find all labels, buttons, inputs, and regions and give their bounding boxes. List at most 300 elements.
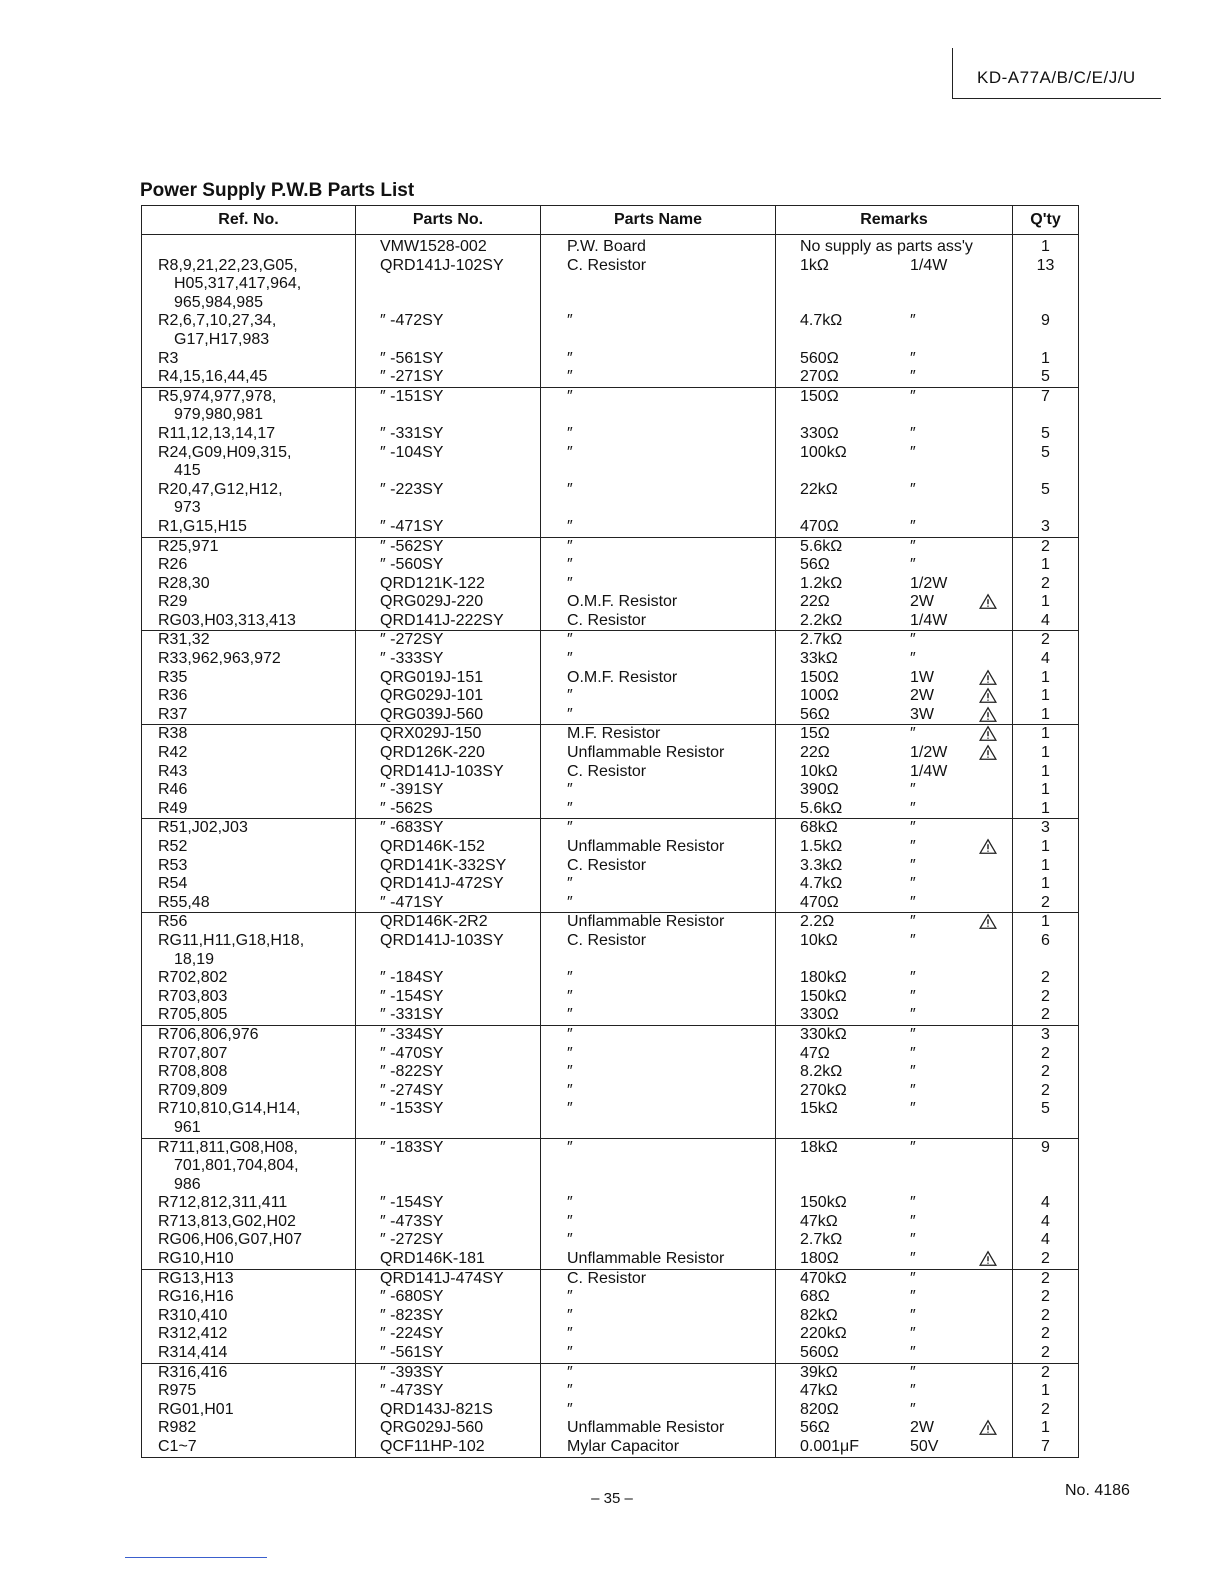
table-row — [142, 444, 1079, 481]
parts-no: ″ -333SY — [380, 650, 444, 668]
qty-value: 1 — [1041, 875, 1050, 893]
ref-no-cell — [142, 556, 356, 575]
ref-no-line: 973 — [174, 499, 201, 517]
qty-value: 2 — [1041, 1081, 1050, 1099]
qty-value: 1 — [1041, 762, 1050, 780]
parts-no-cell — [356, 1401, 541, 1420]
ref-no-line: RG03,H03,313,413 — [158, 611, 296, 629]
remark-value: 1.2kΩ — [800, 574, 843, 592]
parts-no: ″ -562SY — [380, 537, 444, 555]
qty-value: 2 — [1041, 631, 1050, 649]
remarks-cell — [776, 425, 1013, 444]
parts-no-cell — [356, 1100, 541, 1138]
parts-name: ″ — [567, 443, 573, 461]
table-row — [142, 1213, 1079, 1232]
qty-value: 1 — [1041, 781, 1050, 799]
parts-name-cell — [541, 894, 776, 913]
ref-no-line: R713,813,G02,H02 — [158, 1212, 296, 1230]
table-row — [142, 235, 1079, 257]
parts-name-cell — [541, 781, 776, 800]
col-header-parts-no: Parts No. — [356, 206, 541, 235]
parts-no-cell — [356, 838, 541, 857]
parts-name: ″ — [567, 969, 573, 987]
parts-no-cell — [356, 235, 541, 257]
ref-no-cell — [142, 1363, 356, 1382]
parts-no-cell — [356, 725, 541, 744]
qty-value: 1 — [1041, 593, 1050, 611]
remarks-cell — [776, 593, 1013, 612]
remarks-cell — [776, 706, 1013, 725]
ref-no-line: R35 — [158, 668, 188, 686]
ref-no-cell — [142, 1269, 356, 1288]
remark-rating: ″ — [910, 1063, 916, 1081]
qty-value: 2 — [1041, 1269, 1050, 1287]
table-row — [142, 932, 1079, 969]
remark-value: 470Ω — [800, 517, 839, 535]
parts-no-cell — [356, 669, 541, 688]
remark-value: 56Ω — [800, 705, 830, 723]
qty-value: 1 — [1041, 725, 1050, 743]
parts-no: ″ -470SY — [380, 1044, 444, 1062]
parts-no: ″ -331SY — [380, 1006, 444, 1024]
ref-no-cell — [142, 857, 356, 876]
remark-rating: 2W — [910, 593, 934, 611]
remark-rating: ″ — [910, 1306, 916, 1324]
ref-no-line: R38 — [158, 725, 188, 743]
qty-cell — [1013, 387, 1079, 425]
col-header-remarks: Remarks — [776, 206, 1013, 235]
qty-value: 5 — [1041, 443, 1050, 461]
qty-cell — [1013, 1194, 1079, 1213]
remark-rating: ″ — [910, 1400, 916, 1418]
remark-value: 56Ω — [800, 556, 830, 574]
qty-value: 1 — [1041, 1382, 1050, 1400]
qty-value: 1 — [1041, 856, 1050, 874]
remark-value: 33kΩ — [800, 650, 838, 668]
parts-no-cell — [356, 257, 541, 313]
parts-name: ″ — [567, 1212, 573, 1230]
remarks-cell — [776, 257, 1013, 313]
parts-no-cell — [356, 1269, 541, 1288]
ref-no-line: R710,810,G14,H14, — [158, 1100, 301, 1118]
ref-no-line: R33,962,963,972 — [158, 650, 281, 668]
ref-no-line: 979,980,981 — [174, 406, 263, 424]
qty-cell — [1013, 800, 1079, 819]
table-row — [142, 781, 1079, 800]
ref-no-cell — [142, 706, 356, 725]
parts-name-cell — [541, 875, 776, 894]
parts-name-cell — [541, 1419, 776, 1438]
parts-no: ″ -471SY — [380, 517, 444, 535]
table-row — [142, 875, 1079, 894]
qty-value: 1 — [1041, 349, 1050, 367]
parts-no-cell — [356, 988, 541, 1007]
ref-no-cell — [142, 575, 356, 594]
qty-cell — [1013, 857, 1079, 876]
safety-warning-icon — [979, 593, 997, 610]
parts-no: ″ -272SY — [380, 631, 444, 649]
parts-no-cell — [356, 1025, 541, 1044]
parts-name: ″ — [567, 1063, 573, 1081]
remark-rating: ″ — [910, 312, 916, 330]
parts-no: ″ -331SY — [380, 424, 444, 442]
parts-name-cell — [541, 1213, 776, 1232]
ref-no-line: R26 — [158, 556, 188, 574]
qty-value: 1 — [1041, 1419, 1050, 1437]
safety-warning-icon — [979, 725, 997, 742]
parts-name: ″ — [567, 517, 573, 535]
ref-no-line: R982 — [158, 1419, 197, 1437]
remark-value: 2.2kΩ — [800, 611, 843, 629]
remark-rating: 1/4W — [910, 256, 948, 274]
remark-value: 330kΩ — [800, 1025, 847, 1043]
remark-rating: ″ — [910, 1250, 916, 1268]
ref-no-cell — [142, 781, 356, 800]
parts-no: QRD141J-474SY — [380, 1269, 504, 1287]
parts-name: ″ — [567, 368, 573, 386]
parts-no: QRG039J-560 — [380, 705, 484, 723]
table-row — [142, 387, 1079, 425]
ref-no-line: R5,974,977,978, — [158, 387, 277, 405]
parts-no-cell — [356, 1045, 541, 1064]
parts-name-cell — [541, 257, 776, 313]
ref-no-line: 701,801,704,804, — [174, 1157, 299, 1175]
remark-value: 100kΩ — [800, 443, 847, 461]
remark-value: 82kΩ — [800, 1306, 838, 1324]
qty-value: 4 — [1041, 1194, 1050, 1212]
parts-no: QRG019J-151 — [380, 668, 484, 686]
table-row — [142, 1250, 1079, 1269]
remark-rating: ″ — [910, 631, 916, 649]
ref-no-line: G17,H17,983 — [174, 330, 270, 348]
qty-cell — [1013, 932, 1079, 969]
parts-name: ″ — [567, 424, 573, 442]
parts-no: ″ -391SY — [380, 781, 444, 799]
remark-value: 150kΩ — [800, 987, 847, 1005]
table-row — [142, 988, 1079, 1007]
table-row — [142, 744, 1079, 763]
remark-value: 4.7kΩ — [800, 875, 843, 893]
qty-value: 2 — [1041, 1363, 1050, 1381]
parts-no-cell — [356, 875, 541, 894]
qty-value: 13 — [1036, 256, 1055, 274]
parts-name: ″ — [567, 1363, 573, 1381]
parts-name-cell — [541, 1344, 776, 1363]
remark-value: 270Ω — [800, 368, 839, 386]
parts-no: ″ -473SY — [380, 1212, 444, 1230]
ref-no-line: R31,32 — [158, 631, 210, 649]
table-row — [142, 1363, 1079, 1382]
remark-rating: ″ — [910, 1081, 916, 1099]
qty-value: 4 — [1041, 1212, 1050, 1230]
remarks-cell — [776, 819, 1013, 838]
ref-no-line: R37 — [158, 705, 188, 723]
qty-value: 2 — [1041, 987, 1050, 1005]
remarks-cell — [776, 368, 1013, 387]
qty-value: 1 — [1041, 687, 1050, 705]
remark-rating: ″ — [910, 875, 916, 893]
parts-no-cell — [356, 350, 541, 369]
parts-no: ″ -680SY — [380, 1288, 444, 1306]
parts-name: ″ — [567, 1344, 573, 1362]
parts-no: QRD141J-103SY — [380, 762, 504, 780]
parts-no: ″ -154SY — [380, 1194, 444, 1212]
ref-no-cell — [142, 1344, 356, 1363]
parts-no: QRG029J-220 — [380, 593, 484, 611]
remarks-cell — [776, 857, 1013, 876]
ref-no-cell — [142, 1438, 356, 1457]
remarks-cell — [776, 518, 1013, 537]
parts-name: ″ — [567, 312, 573, 330]
ref-no-cell — [142, 744, 356, 763]
remark-value: 47kΩ — [800, 1212, 838, 1230]
qty-value: 1 — [1041, 799, 1050, 817]
parts-no: ″ -822SY — [380, 1063, 444, 1081]
ref-no-cell — [142, 669, 356, 688]
parts-name-cell — [541, 1231, 776, 1250]
parts-name-cell — [541, 1194, 776, 1213]
remarks-cell — [776, 481, 1013, 518]
ref-no-line: R3 — [158, 349, 179, 367]
qty-cell — [1013, 763, 1079, 782]
parts-name-cell — [541, 350, 776, 369]
remark-value: 560Ω — [800, 349, 839, 367]
remark-rating: ″ — [910, 856, 916, 874]
ref-no-cell — [142, 988, 356, 1007]
parts-no: QRD126K-220 — [380, 744, 485, 762]
ref-no-line: RG16,H16 — [158, 1288, 234, 1306]
parts-name: ″ — [567, 1194, 573, 1212]
qty-value: 5 — [1041, 368, 1050, 386]
parts-name-cell — [541, 988, 776, 1007]
parts-name: ″ — [567, 1025, 573, 1043]
parts-name: Unflammable Resistor — [567, 1419, 725, 1437]
ref-no-line: R8,9,21,22,23,G05, — [158, 256, 298, 274]
remarks-cell — [776, 1045, 1013, 1064]
remark-rating: 1/2W — [910, 744, 948, 762]
table-row — [142, 913, 1079, 932]
parts-no-cell — [356, 1438, 541, 1457]
parts-no-cell — [356, 631, 541, 650]
parts-name-cell — [541, 518, 776, 537]
remarks-cell — [776, 932, 1013, 969]
remark-rating: ″ — [910, 1006, 916, 1024]
remark-value: 150Ω — [800, 668, 839, 686]
qty-value: 2 — [1041, 1006, 1050, 1024]
table-row — [142, 763, 1079, 782]
remark-value: 18kΩ — [800, 1138, 838, 1156]
ref-no-cell — [142, 1213, 356, 1232]
ref-no-line: R314,414 — [158, 1344, 228, 1362]
parts-name: ″ — [567, 799, 573, 817]
qty-cell — [1013, 1063, 1079, 1082]
table-row — [142, 368, 1079, 387]
ref-no-cell — [142, 235, 356, 257]
parts-no-cell — [356, 819, 541, 838]
table-row — [142, 1100, 1079, 1138]
ref-no-cell — [142, 537, 356, 556]
parts-no-cell — [356, 612, 541, 631]
remark-rating: 2W — [910, 1419, 934, 1437]
qty-cell — [1013, 537, 1079, 556]
qty-cell — [1013, 894, 1079, 913]
table-row — [142, 706, 1079, 725]
remarks-cell — [776, 1231, 1013, 1250]
remark-rating: ″ — [910, 913, 916, 931]
parts-name-cell — [541, 650, 776, 669]
remarks-cell — [776, 913, 1013, 932]
parts-name: Unflammable Resistor — [567, 1250, 725, 1268]
remark-rating: ″ — [910, 819, 916, 837]
parts-name-cell — [541, 1288, 776, 1307]
table-row — [142, 800, 1079, 819]
ref-no-cell — [142, 838, 356, 857]
ref-no-line: RG13,H13 — [158, 1269, 234, 1287]
ref-no-line: RG10,H10 — [158, 1250, 234, 1268]
remarks-cell — [776, 1438, 1013, 1457]
parts-no: ″ -561SY — [380, 1344, 444, 1362]
table-row — [142, 575, 1079, 594]
remarks-cell — [776, 838, 1013, 857]
parts-no: QRD146K-152 — [380, 838, 485, 855]
qty-value: 4 — [1041, 650, 1050, 668]
qty-value: 2 — [1041, 1250, 1050, 1268]
ref-no-line: RG11,H11,G18,H18, — [158, 931, 305, 949]
parts-no: QCF11HP-102 — [380, 1438, 485, 1455]
qty-cell — [1013, 1025, 1079, 1044]
parts-no-cell — [356, 1325, 541, 1344]
remark-value: 470Ω — [800, 893, 839, 911]
table-row — [142, 593, 1079, 612]
remarks-cell — [776, 1401, 1013, 1420]
ref-no-line: R24,G09,H09,315, — [158, 443, 292, 461]
parts-no: ″ -560SY — [380, 556, 444, 574]
parts-name: ″ — [567, 687, 573, 705]
remark-value: 68Ω — [800, 1288, 830, 1306]
parts-name-cell — [541, 631, 776, 650]
remark-rating: ″ — [910, 838, 916, 855]
qty-cell — [1013, 1344, 1079, 1363]
remark-rating: ″ — [910, 1288, 916, 1306]
remark-value: 2.7kΩ — [800, 1231, 843, 1249]
parts-name: Mylar Capacitor — [567, 1438, 680, 1455]
document-number: No. 4186 — [1065, 1482, 1130, 1499]
remark-rating: 2W — [910, 687, 934, 705]
qty-value: 2 — [1041, 574, 1050, 592]
remarks-cell — [776, 575, 1013, 594]
remarks-cell — [776, 1006, 1013, 1025]
parts-no-cell — [356, 481, 541, 518]
remark-value: 10kΩ — [800, 762, 838, 780]
ref-no-line: R711,811,G08,H08, — [158, 1138, 298, 1156]
remark-rating: ″ — [910, 480, 916, 498]
table-row — [142, 1325, 1079, 1344]
ref-no-line: R707,807 — [158, 1044, 228, 1062]
parts-table-body — [142, 235, 1079, 1458]
remark-rating: ″ — [910, 1212, 916, 1230]
ref-no-cell — [142, 444, 356, 481]
parts-name: ″ — [567, 875, 573, 893]
ref-no-cell — [142, 1138, 356, 1194]
parts-name-cell — [541, 838, 776, 857]
parts-name-cell — [541, 1307, 776, 1326]
parts-no: ″ -184SY — [380, 969, 444, 987]
remarks-cell — [776, 800, 1013, 819]
qty-cell — [1013, 556, 1079, 575]
qty-value: 2 — [1041, 1288, 1050, 1306]
ref-no-cell — [142, 819, 356, 838]
parts-no: ″ -274SY — [380, 1081, 444, 1099]
remark-rating: ″ — [910, 1100, 916, 1118]
ref-no-line: R312,412 — [158, 1325, 228, 1343]
parts-no: QRD141J-102SY — [380, 256, 504, 274]
remarks-cell — [776, 781, 1013, 800]
table-row — [142, 518, 1079, 537]
ref-no-line: R709,809 — [158, 1081, 228, 1099]
remark-value: 8.2kΩ — [800, 1063, 843, 1081]
remarks-cell — [776, 763, 1013, 782]
qty-cell — [1013, 1382, 1079, 1401]
parts-no-cell — [356, 1344, 541, 1363]
parts-name-cell — [541, 913, 776, 932]
parts-no: VMW1528-002 — [380, 238, 487, 255]
qty-value: 2 — [1041, 1400, 1050, 1418]
remarks-cell — [776, 1100, 1013, 1138]
ref-no-cell — [142, 350, 356, 369]
parts-no-cell — [356, 575, 541, 594]
table-row — [142, 725, 1079, 744]
remark-value: 560Ω — [800, 1344, 839, 1362]
parts-name-cell — [541, 1438, 776, 1457]
remark-value: 220kΩ — [800, 1325, 847, 1343]
parts-name-cell — [541, 612, 776, 631]
ref-no-line: RG06,H06,G07,H07 — [158, 1231, 303, 1249]
ref-no-cell — [142, 725, 356, 744]
ref-no-line: 961 — [174, 1118, 201, 1136]
remark-value: 5.6kΩ — [800, 799, 843, 817]
parts-no-cell — [356, 387, 541, 425]
remark-value: 820Ω — [800, 1400, 839, 1418]
remark-value: 3.3kΩ — [800, 856, 843, 874]
parts-name-cell — [541, 687, 776, 706]
remark-rating: ″ — [910, 969, 916, 987]
page-number: – 35 – — [591, 1490, 633, 1507]
parts-name: O.M.F. Resistor — [567, 593, 678, 611]
remark-rating: ″ — [910, 443, 916, 461]
remark-rating: ″ — [910, 1269, 916, 1287]
parts-no: QRD146K-2R2 — [380, 913, 488, 931]
ref-no-cell — [142, 1045, 356, 1064]
ref-no-cell — [142, 631, 356, 650]
table-row — [142, 1382, 1079, 1401]
parts-no: ″ -151SY — [380, 387, 444, 405]
parts-name: C. Resistor — [567, 931, 647, 949]
remark-rating: ″ — [910, 1344, 916, 1362]
qty-cell — [1013, 669, 1079, 688]
remark-value: 15kΩ — [800, 1100, 838, 1118]
remark-value: 330Ω — [800, 424, 839, 442]
qty-cell — [1013, 425, 1079, 444]
remarks-cell — [776, 1194, 1013, 1213]
qty-cell — [1013, 1269, 1079, 1288]
table-row — [142, 969, 1079, 988]
parts-name: ″ — [567, 1288, 573, 1306]
ref-no-line: R42 — [158, 744, 188, 762]
parts-no-cell — [356, 593, 541, 612]
qty-cell — [1013, 631, 1079, 650]
parts-name-cell — [541, 593, 776, 612]
qty-value: 2 — [1041, 1344, 1050, 1362]
